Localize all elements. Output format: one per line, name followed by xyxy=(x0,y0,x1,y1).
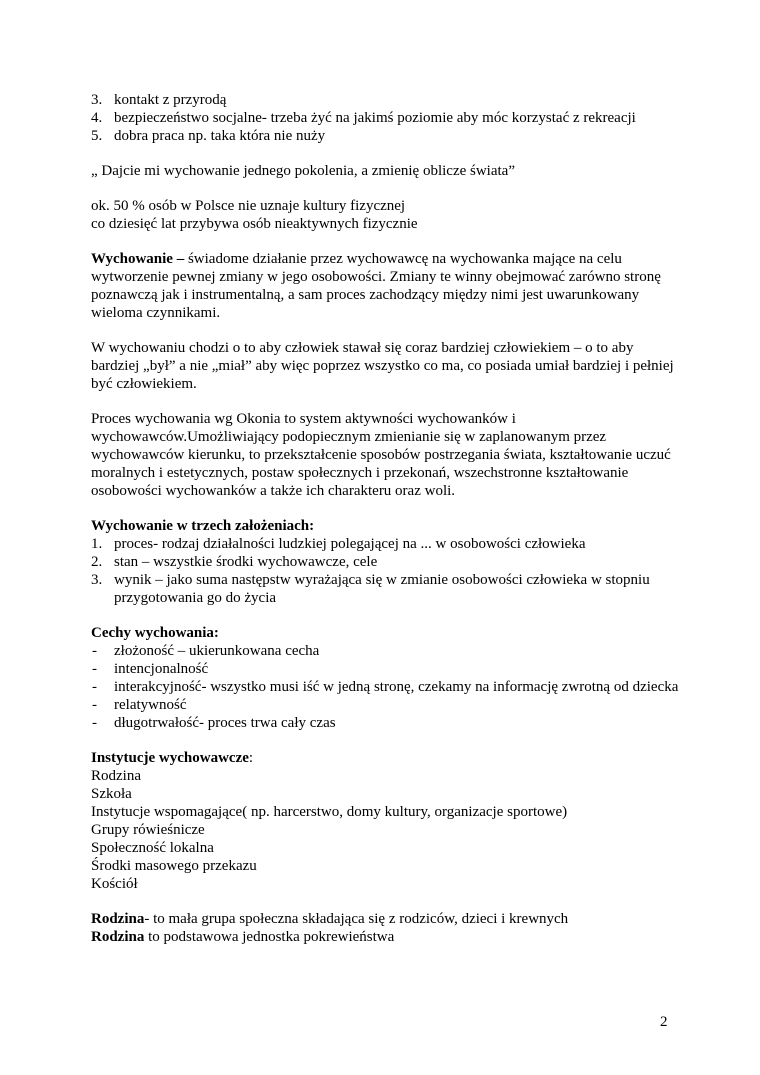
list-item: Szkoła xyxy=(91,786,132,802)
list-item xyxy=(91,535,681,553)
list-item xyxy=(91,696,681,714)
section-heading: Cechy wychowania: xyxy=(91,625,219,641)
definition-term: Rodzina xyxy=(91,929,145,945)
list-item-text: kontakt z przyrodą xyxy=(114,92,227,108)
list-item: Kościół xyxy=(91,876,138,892)
institutions-list xyxy=(91,767,681,893)
assumptions-list xyxy=(91,535,681,607)
list-item-text: stan – wszystkie środki wychowawcze, cele xyxy=(114,554,378,570)
list-item: Rodzina xyxy=(91,768,141,784)
list-item xyxy=(91,553,681,571)
list-number: 5. xyxy=(91,128,103,144)
list-item-text: dobra praca np. taka która nie nuży xyxy=(114,128,326,144)
top-numbered-list xyxy=(91,91,681,145)
list-number: 3. xyxy=(91,92,103,108)
paragraph: W wychowaniu chodzi o to aby człowiek stawał się coraz bardziej człowiekiem – o to aby bardziej „był” a nie „miał” aby więc poprzez wszystko co ma, co posiada umiał bardziej i pełniej być człowiekiem. xyxy=(91,340,674,392)
list-item-text: długotrwałość- proces trwa cały czas xyxy=(114,715,336,731)
definition-text: świadome działanie przez wychowawcę na wychowanka mające na celu wytworzenie pewnej zmiany w jego osobowości. Zmiany te winny obejmować zarówno stronę poznawczą jak i instrumentalną, a sam proces zachodzący między nimi jest uwarunkowany wieloma czynnikami. xyxy=(91,251,661,321)
list-item-text: relatywność xyxy=(114,697,187,713)
list-item xyxy=(91,714,681,732)
list-item xyxy=(91,660,681,678)
dash-bullet: - xyxy=(92,661,97,677)
quote: „ Dajcie mi wychowanie jednego pokolenia, a zmienię oblicze świata” xyxy=(91,163,515,179)
family-definition xyxy=(91,910,681,928)
dash-bullet: - xyxy=(92,715,97,731)
stat-line: ok. 50 % osób w Polsce nie uznaje kultury fizycznej xyxy=(91,198,406,214)
list-item-text: interakcyjność- wszystko musi iść w jedną stronę, czekamy na informację zwrotną od dziecka xyxy=(114,679,679,695)
list-item xyxy=(91,642,681,660)
definition-term: Rodzina xyxy=(91,911,145,927)
page-number: 2 xyxy=(660,1014,668,1030)
list-item-text: intencjonalność xyxy=(114,661,209,677)
list-item xyxy=(91,109,681,127)
definition-term: Wychowanie – xyxy=(91,251,185,267)
list-item: Środki masowego przekazu xyxy=(91,858,257,874)
section-heading: Instytucje wychowawcze: xyxy=(91,750,254,766)
document-page xyxy=(91,91,681,946)
dash-bullet: - xyxy=(92,697,97,713)
definition-paragraph xyxy=(91,250,681,322)
list-item: Społeczność lokalna xyxy=(91,840,214,856)
list-item: Grupy rówieśnicze xyxy=(91,822,205,838)
list-number: 3. xyxy=(91,572,103,588)
list-item xyxy=(91,91,681,109)
list-item-text: bezpieczeństwo socjalne- trzeba żyć na jakimś poziomie aby móc korzystać z rekreacji xyxy=(114,110,636,126)
list-number: 1. xyxy=(91,536,103,552)
features-list xyxy=(91,642,681,732)
family-definition xyxy=(91,928,681,946)
list-number: 2. xyxy=(91,554,103,570)
list-item xyxy=(91,571,681,607)
list-item-text: proces- rodzaj działalności ludzkiej polegającej na ... w osobowości człowieka xyxy=(114,536,586,552)
paragraph: Proces wychowania wg Okonia to system aktywności wychowanków i wychowawców.Umożliwiający podopiecznym zmienianie się w zaplanowanym przez wychowawców kierunku, to przekształcenie sposobów postrzegania świata, kształtowanie uczuć moralnych i estetycznych, postaw społecznych i przekonań, wszechstronne kształtowanie osobowości wychowanków a także ich charakteru oraz woli. xyxy=(91,411,671,499)
list-item xyxy=(91,678,681,696)
dash-bullet: - xyxy=(92,643,97,659)
list-item-text: złożoność – ukierunkowana cecha xyxy=(114,643,320,659)
definition-text: - to mała grupa społeczna składająca się z rodziców, dzieci i krewnych xyxy=(144,911,569,927)
list-item xyxy=(91,127,681,145)
stat-line: co dziesięć lat przybywa osób nieaktywnych fizycznie xyxy=(91,216,418,232)
list-item-text: wynik – jako suma następstw wyrażająca się w zmianie osobowości człowieka w stopniu przygotowania go do życia xyxy=(114,572,650,606)
dash-bullet: - xyxy=(92,679,97,695)
section-heading: Wychowanie w trzech założeniach: xyxy=(91,518,315,534)
list-item: Instytucje wspomagające( np. harcerstwo, domy kultury, organizacje sportowe) xyxy=(91,804,568,820)
definition-text: to podstawowa jednostka pokrewieństwa xyxy=(144,929,395,945)
list-number: 4. xyxy=(91,110,103,126)
